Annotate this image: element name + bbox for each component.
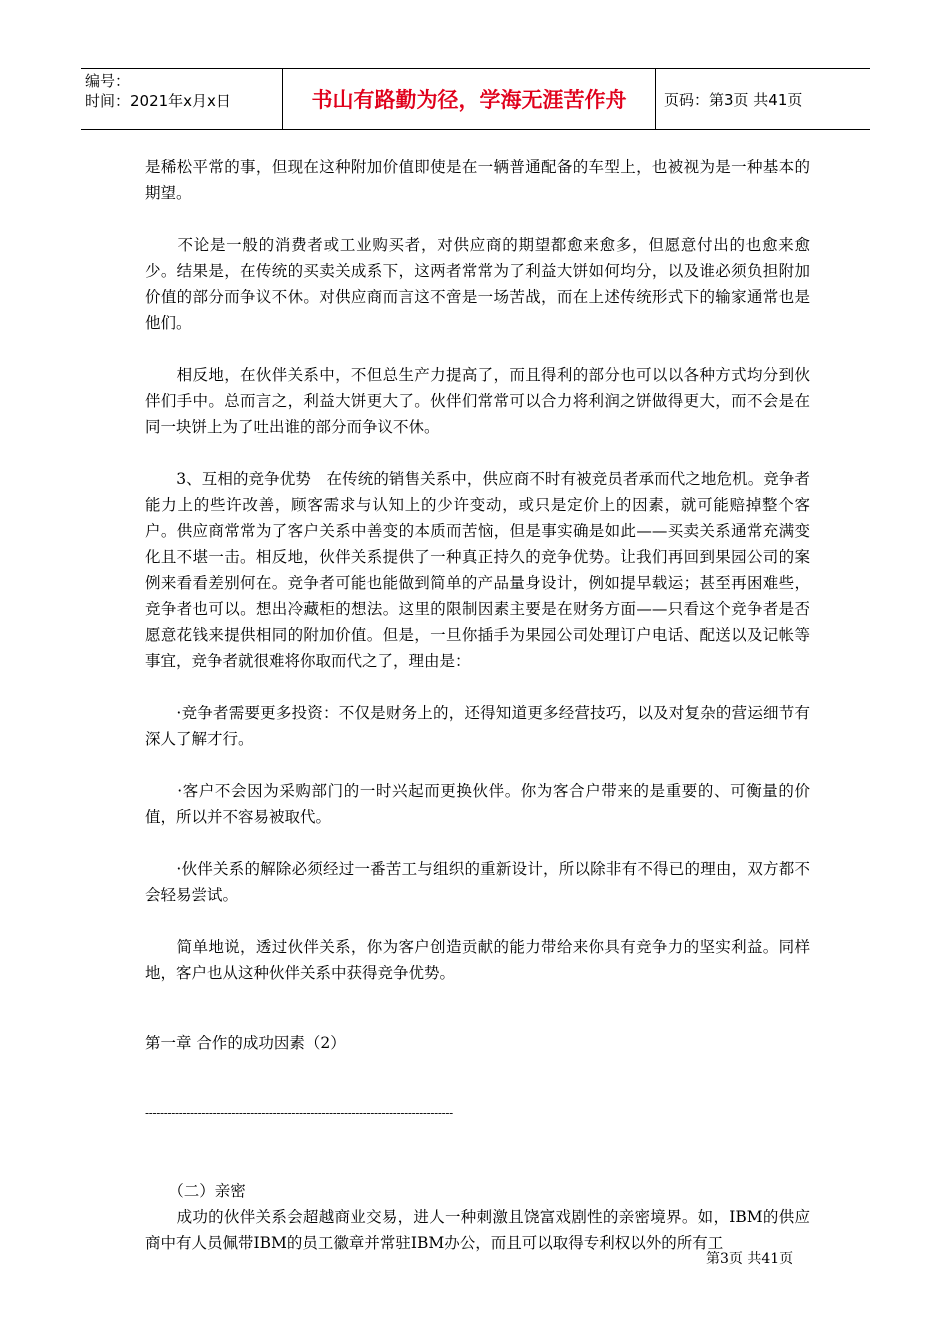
paragraph-continuation: 是稀松平常的事，但现在这种附加价值即使是在一辆普通配备的车型上，也被视为是一种基本的期望。 — [145, 158, 810, 202]
header-meta — [85, 71, 231, 111]
paragraph-competitive-advantage: 3、互相的竞争优势 在传统的销售关系中，供应商不时有被竞员者承而代之地危机。竞争者能力上的些许改善，顾客需求与认知上的少许变动，或只是定价上的因素，就可能赔掉整个客户。供应商常常为了客户关系中善变的本质而苦恼，但是事实确是如此——买卖关系通常充满变化且不堪一击。相反地，伙伴关系提供了一种真正持久的竞争优势。让我们再回到果园公司的案例来看看差别何在。竞争者可能也能做到简单的产品量身设计，例如提早载运；甚至再困难些，竞争者也可以。想出冷藏柜的想法。这里的限制因素主要是在财务方面——只看这个竞争者是否愿意花钱来提供相同的附加价值。但是，一旦你插手为果园公司处理订户电话、配送以及记帐等事宜，竞争者就很难将你取而代之了，理由是： — [145, 470, 810, 670]
paragraph-consumer-expectations: 不论是一般的消费者或工业购买者，对供应商的期望都愈来愈多，但愿意付出的也愈来愈少。结果是，在传统的买卖关成系下，这两者常常为了利益大饼如何均分，以及谁必须负担附加价值的部分而争议不休。对供应商而言这不啻是一场苦战，而在上述传统形式下的输家通常也是他们。 — [145, 236, 810, 332]
paragraph-intimacy: 成功的伙伴关系会超越商业交易，进人一种刺激且饶富戏剧性的亲密境界。如，IBM的供应商中有人员佩带IBM的员工徽章并常驻IBM办公，而且可以取得专利权以外的所有工 — [145, 1208, 810, 1252]
bullet-customer-loyalty: ·客户不会因为采购部门的一时兴起而更换伙伴。你为客合户带来的是重要的、可衡量的价值，所以并不容易被取代。 — [145, 782, 810, 826]
header-page-number: 页码：第3页 共41页 — [664, 90, 803, 109]
document-body — [145, 154, 810, 1256]
page-footer: 第3页 共41页 — [706, 1251, 794, 1267]
document-time-label: 时间：2021年x月x日 — [85, 92, 231, 110]
document-number-label: 编号： — [85, 72, 131, 90]
bullet-investment: ·竞争者需要更多投资：不仅是财务上的，还得知道更多经营技巧，以及对复杂的营运细节有深人了解才行。 — [145, 704, 810, 748]
paragraph-partnership-productivity: 相反地，在伙伴关系中，不但总生产力提高了，而且得利的部分也可以以各种方式均分到伙伴们手中。总而言之，利益大饼更大了。伙伴们常常可以合力将利润之饼做得更大，而不会是在同一块饼上为了吐出谁的部分而争议不休。 — [145, 366, 810, 436]
header-motto: 书山有路勤为径，学海无涯苦作舟 — [311, 88, 627, 112]
chapter-heading: 第一章 合作的成功因素（2） — [145, 1034, 346, 1052]
separator-dashes: ---------------------------------------------------------------------------------- — [145, 1106, 453, 1120]
bullet-dissolution: ·伙伴关系的解除必须经过一番苦工与组织的重新设计，所以除非有不得已的理由，双方都不会轻易尝试。 — [145, 860, 810, 904]
header-divider-right — [655, 68, 656, 130]
paragraph-summary: 简单地说，透过伙伴关系，你为客户创造贡献的能力带给来你具有竞争力的坚实利益。同样地，客户也从这种伙伴关系中获得竞争优势。 — [145, 938, 810, 982]
section-heading-intimacy: （二）亲密 — [145, 1182, 246, 1200]
page-header — [81, 68, 870, 130]
